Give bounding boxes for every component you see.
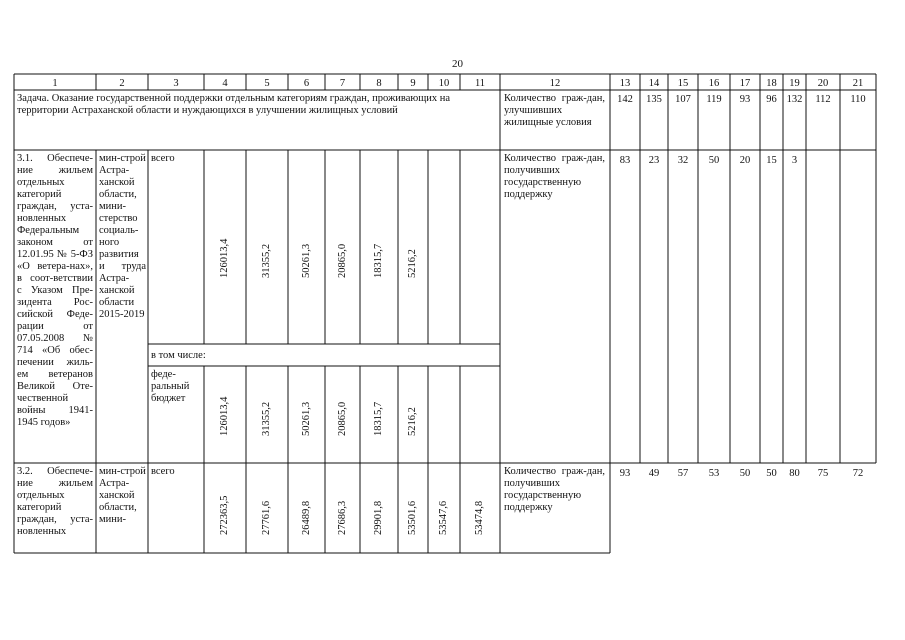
task-value: 96 <box>766 94 777 105</box>
header-col-4: 4 <box>222 78 228 89</box>
task-text: Задача. Оказание государственной поддержки отдельным категориям граждан, проживающих на территории Астраханской области и нуждающихся в улучшении жилищных условий <box>17 93 451 116</box>
task-value: 142 <box>617 94 633 105</box>
header-col-12: 12 <box>549 78 561 89</box>
row31-fed-amount: 5216,2 <box>407 407 418 436</box>
header-col-21: 21 <box>852 78 864 89</box>
header-col-16: 16 <box>708 78 720 89</box>
task-value: 119 <box>706 94 722 105</box>
task-value: 135 <box>646 94 662 105</box>
row31-value: 15 <box>766 155 777 166</box>
row31-value: 3 <box>791 155 798 166</box>
row32-value: 53 <box>708 468 720 479</box>
row31-fed-amount: 50261,3 <box>300 401 312 436</box>
row31-name: 3.1. Обеспече-ние жильем отдельных категорий граждан, уста-новленных Федеральным законом от 12.01.95 № 5-ФЗ «О ветера-нах», в соот-ветствии с Указом Пре-зидента Рос-сийской Феде-рации от 07.05.2008 № 714 «Об обес-печении жиль-ем ветеранов Великой Оте-чественной войны 1941-1945 годов» <box>17 153 93 428</box>
row31-value: 83 <box>619 155 631 166</box>
header-col-6: 6 <box>303 78 310 89</box>
row32-value: 49 <box>648 468 660 479</box>
header-col-9: 9 <box>410 78 416 89</box>
row32-total-amount: 26489,8 <box>300 500 312 535</box>
row31-total-amount: 31355,2 <box>261 243 272 278</box>
row31-total-amount: 20865,0 <box>336 243 348 278</box>
row32-executor: мин-строй Астра-ханской области, мини- <box>99 466 146 525</box>
row31-total-amount: 18315,7 <box>373 243 384 278</box>
header-col-14: 14 <box>648 78 660 89</box>
row31-total-amount: 5216,2 <box>407 249 418 278</box>
row31-indicator: Количество граж-дан, получивших государственную поддержку <box>504 153 605 200</box>
page-number: 20 <box>452 58 463 70</box>
header-col-5: 5 <box>264 78 270 89</box>
row32-value: 50 <box>739 468 751 479</box>
row32-total-amount: 27686,3 <box>336 500 348 535</box>
row31-total-amount: 50261,3 <box>300 243 312 278</box>
header-col-2: 2 <box>119 78 125 89</box>
header-col-20: 20 <box>817 78 829 89</box>
row32-value: 80 <box>789 468 800 479</box>
row32-value: 50 <box>766 468 777 479</box>
task-value: 112 <box>815 94 831 105</box>
row32-total-amount: 53501,6 <box>407 500 418 535</box>
header-col-3: 3 <box>173 78 179 89</box>
row32-total-amount: 53547,6 <box>438 500 449 535</box>
row31-executor: мин-строй Астра-ханской области, мини-стерство социаль-ного развития и труда Астра-ханской области 2015-2019 <box>99 153 146 320</box>
row31-value: 50 <box>708 155 720 166</box>
row31-fed-amount: 18315,7 <box>373 401 384 436</box>
row32-value: 72 <box>852 468 864 479</box>
header-col-1: 1 <box>52 78 58 89</box>
row32-total-amount: 272363,5 <box>219 495 230 535</box>
task-value: 132 <box>786 94 803 105</box>
task-value: 110 <box>850 94 866 105</box>
row32-value: 75 <box>817 468 829 479</box>
header-col-15: 15 <box>677 78 689 89</box>
row31-total-amount: 126013,4 <box>219 238 230 278</box>
row32-value: 57 <box>677 468 689 479</box>
row32-indicator: Количество граж-дан, получивших государственную поддержку <box>504 466 605 513</box>
header-col-13: 13 <box>619 78 631 89</box>
row31-fed-amount: 31355,2 <box>261 401 272 436</box>
task-value: 93 <box>739 94 751 105</box>
row32-total-amount: 29901,8 <box>373 500 384 535</box>
header-col-8: 8 <box>376 78 382 89</box>
row32-total-amount: 53474,8 <box>474 500 485 535</box>
row32-value: 93 <box>619 468 631 479</box>
task-value: 107 <box>675 94 691 105</box>
row31-value: 20 <box>739 155 751 166</box>
row31-fed-amount: 126013,4 <box>219 396 230 436</box>
row31-including: в том числе: <box>151 350 206 361</box>
header-col-10: 10 <box>438 78 450 89</box>
header-col-11: 11 <box>474 78 486 89</box>
row31-source-fed: феде-ральный бюджет <box>151 369 190 404</box>
row31-fed-amount: 20865,0 <box>336 401 348 436</box>
header-col-18: 18 <box>766 78 777 89</box>
row32-total-amount: 27761,6 <box>261 500 272 535</box>
header-col-19: 19 <box>789 78 800 89</box>
row32-name: 3.2. Обеспече-ние жильем отдельных категорий граждан, уста-новленных <box>17 466 93 537</box>
header-col-17: 17 <box>739 78 751 89</box>
header-col-7: 7 <box>339 78 346 89</box>
row32-source-total: всего <box>151 466 175 477</box>
row31-value: 23 <box>648 155 660 166</box>
row31-source-total: всего <box>151 153 175 164</box>
task-indicator: Количество граж-дан, улучшивших жилищные условия <box>504 93 605 128</box>
row31-value: 32 <box>677 155 689 166</box>
